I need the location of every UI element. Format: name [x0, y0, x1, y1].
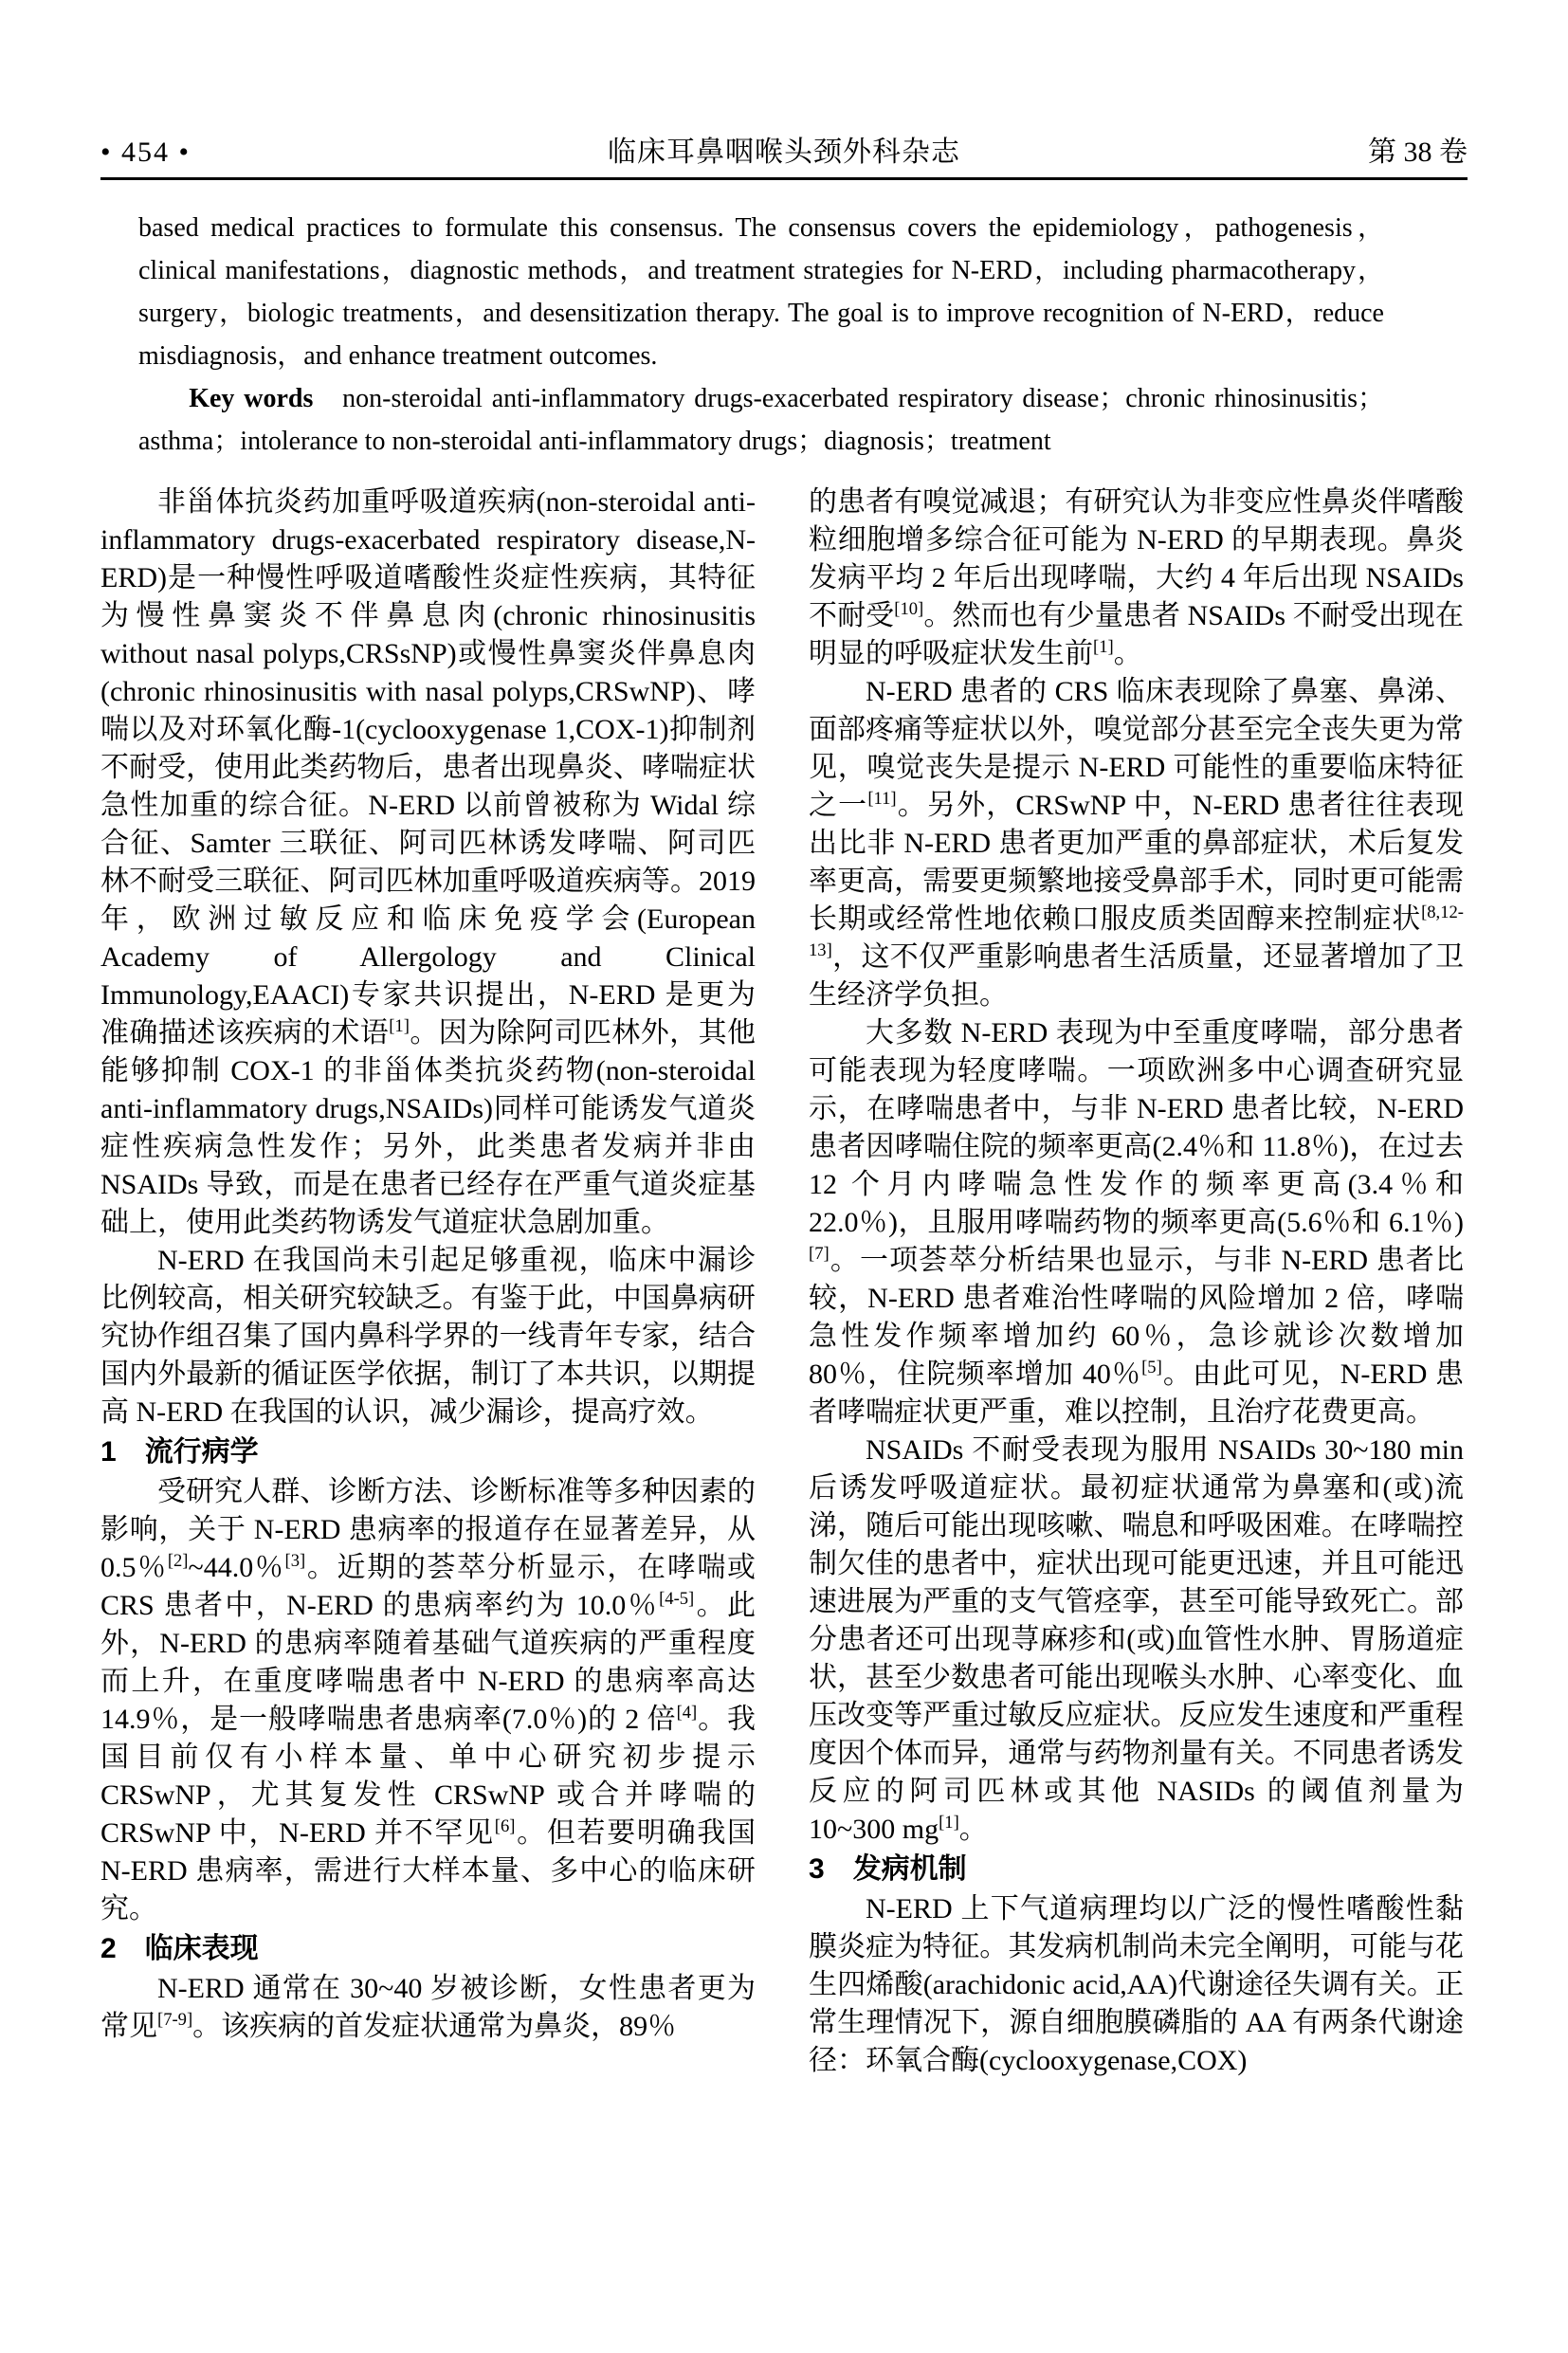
heading-number: 2 — [100, 1933, 117, 1964]
reference-superscript: [10] — [894, 599, 924, 619]
volume-label: 第 38 卷 — [1368, 137, 1468, 168]
abstract-continuation: based medical practices to formulate this consensus. The consensus covers the epidemiology，pathogenesis，clinical manifestations，diagnostic methods，and treatment strategies for N-ERD，including pharmacotherapy，surgery，biologic treatments，and desensitization therapy. The goal is to improve recognition of N-ERD，reduce misdiagnosis，and enhance treatment outcomes. — [138, 213, 1384, 371]
paragraph: N-ERD 在我国尚未引起足够重视，临床中漏诊比例较高，相关研究较缺乏。有鉴于此，中国鼻病研究协作组召集了国内鼻科学界的一线青年专家，结合国内外最新的循证医学依据，制订了本共识，以期提高 N-ERD 在我国的认识，减少漏诊，提高疗效。 — [100, 1245, 756, 1428]
paragraph: N-ERD 患者的 CRS 临床表现除了鼻塞、鼻涕、面部疼痛等症状以外，嗅觉部分甚至完全丧失更为常见，嗅觉丧失是提示 N-ERD 可能性的重要临床特征之一[11]。另外，CRSwNP 中，N-ERD 患者往往表现出比非 N-ERD 患者更加严重的鼻部症状，术后复发率更高，需要更频繁地接受鼻部手术，同时更可能需长期或经常性地依赖口服皮质类固醇来控制症状[8,12-13]，这不仅严重影响患者生活质量，还显著增加了卫生经济学负担。 — [809, 676, 1465, 1011]
reference-superscript: [3] — [284, 1551, 306, 1571]
paragraph: 的患者有嗅觉减退；有研究认为非变应性鼻炎伴嗜酸粒细胞增多综合征可能为 N-ERD 的早期表现。鼻炎发病平均 2 年后出现哮喘，大约 4 年后出现 NSAIDs 不耐受[10]。然而也有少量患者 NSAIDs 不耐受出现在明显的呼吸症状发生前[1]。 — [809, 486, 1464, 669]
paragraph: 大多数 N-ERD 表现为中至重度哮喘，部分患者可能表现为轻度哮喘。一项欧洲多中心调查研究显示，在哮喘患者中，与非 N-ERD 患者比较，N-ERD 患者因哮喘住院的频率更高(2.4％和 11.8％)，在过去 12 个月内哮喘急性发作的频率更高(3.4％和 22.0％)，且服用哮喘药物的频率更高(5.6％和 6.1％)[7]。一项荟萃分析结果也显示，与非 N-ERD 患者比较，N-ERD 患者难治性哮喘的风险增加 2 倍，哮喘急性发作频率增加约 60％，急诊就诊次数增加 80％，住院频率增加 40％[5]。由此可见，N-ERD 患者哮喘症状更严重，难以控制，且治疗花费更高。 — [809, 1017, 1464, 1428]
body-columns — [100, 483, 1464, 2080]
reference-superscript: [2] — [167, 1551, 189, 1571]
paragraph: 非甾体抗炎药加重呼吸道疾病(non-steroidal anti-inflammatory drugs-exacerbated respiratory disease,N-ERD)是一种慢性呼吸道嗜酸性炎症性疾病，其特征为慢性鼻窦炎不伴鼻息肉(chronic rhinosinusitis without nasal polyps,CRSsNP)或慢性鼻窦炎伴鼻息肉(chronic rhinosinusitis with nasal polyps,CRSwNP)、哮喘以及对环氧化酶-1(cyclooxygenase 1,COX-1)抑制剂不耐受，使用此类药物后，患者出现鼻炎、哮喘症状急性加重的综合征。N-ERD 以前曾被称为 Widal 综合征、Samter 三联征、阿司匹林诱发哮喘、阿司匹林不耐受三联征、阿司匹林加重呼吸道疾病等。2019 年，欧洲过敏反应和临床免疫学会(European Academy of Allergology and Clinical Immunology,EAACI)专家共识提出，N-ERD 是更为准确描述该疾病的术语[1]。因为除阿司匹林外，其他能够抑制 COX-1 的非甾体类抗炎药物(non-steroidal anti-inflammatory drugs,NSAIDs)同样可能诱发气道炎症性疾病急性发作；另外，此类患者发病并非由 NSAIDs 导致，而是在患者已经存在严重气道炎症基础上，使用此类药物诱发气道症状急剧加重。 — [100, 486, 757, 1238]
section-heading — [100, 1432, 756, 1472]
reference-superscript: [5] — [1141, 1358, 1162, 1377]
header-rule — [100, 177, 1468, 180]
reference-superscript: [1] — [939, 1813, 959, 1833]
reference-superscript: [4-5] — [659, 1589, 695, 1609]
section-heading — [100, 1929, 756, 1969]
left-column — [100, 483, 756, 2080]
reference-superscript: [7] — [809, 1244, 830, 1264]
paragraph: 受研究人群、诊断方法、诊断标准等多种因素的影响，关于 N-ERD 患病率的报道存在显著差异，从 0.5％[2]~44.0％[3]。近期的荟萃分析显示，在哮喘或 CRS 患者中，N-ERD 的患病率约为 10.0％[4-5]。此外，N-ERD 的患病率随着基础气道疾病的严重程度而上升，在重度哮喘患者中 N-ERD 的患病率高达 14.9％，是一般哮喘患者患病率(7.0％)的 2 倍[4]。我国目前仅有小样本量、单中心研究初步提示 CRSwNP，尤其复发性 CRSwNP 或合并哮喘的 CRSwNP 中，N-ERD 并不罕见[6]。但若要明确我国 N-ERD 患病率，需进行大样本量、多中心的临床研究。 — [100, 1476, 757, 1924]
reference-superscript: [6] — [494, 1816, 516, 1836]
journal-title: 临床耳鼻咽喉头颈外科杂志 — [608, 137, 960, 168]
heading-number: 1 — [100, 1436, 117, 1468]
heading-title: 发病机制 — [852, 1853, 967, 1885]
heading-number: 3 — [809, 1853, 825, 1885]
page-number: • 454 • — [100, 137, 191, 168]
reference-superscript: [1] — [389, 1016, 410, 1036]
reference-superscript: [7-9] — [157, 2010, 193, 2030]
page-header — [100, 136, 1468, 170]
heading-title: 流行病学 — [144, 1436, 259, 1468]
section-heading — [809, 1850, 1464, 1889]
paragraph: N-ERD 上下气道病理均以广泛的慢性嗜酸性黏膜炎症为特征。其发病机制尚未完全阐明，可能与花生四烯酸(arachidonic acid,AA)代谢途径失调有关。正常生理情况下，源自细胞膜磷脂的 AA 有两条代谢途径：环氧合酶(cyclooxygenase,COX) — [809, 1893, 1464, 2076]
reference-superscript: [4] — [676, 1703, 698, 1723]
keywords-paragraph — [138, 377, 1384, 463]
paragraph: N-ERD 通常在 30~40 岁被诊断，女性患者更为常见[7-9]。该疾病的首发症状通常为鼻炎，89％ — [100, 1973, 756, 2042]
reference-superscript: [11] — [867, 789, 897, 809]
abstract-section — [138, 207, 1384, 463]
keywords-text: non-steroidal anti-inflammatory drugs-exacerbated respiratory disease；chronic rhinosinusitis；asthma；intolerance to non-steroidal anti-inflammatory drugs；diagnosis；treatment — [138, 384, 1384, 456]
keywords-label: Key words — [189, 384, 314, 413]
right-column — [809, 483, 1464, 2080]
paragraph: NSAIDs 不耐受表现为服用 NSAIDs 30~180 min 后诱发呼吸道症状。最初症状通常为鼻塞和(或)流涕，随后可能出现咳嗽、喘息和呼吸困难。在哮喘控制欠佳的患者中，症状出现可能更迅速，并且可能迅速进展为严重的支气管痉挛，甚至可能导致死亡。部分患者还可出现荨麻疹和(或)血管性水肿、胃肠道症状，甚至少数患者可能出现喉头水肿、心率变化、血压改变等严重过敏反应症状。反应发生速度和严重程度因个体而异，通常与药物剂量有关。不同患者诱发反应的阿司匹林或其他 NASIDs 的阈值剂量为 10~300 mg[1]。 — [809, 1434, 1464, 1845]
reference-superscript: [1] — [1093, 637, 1114, 657]
reference-superscript: [8,12-13] — [809, 903, 1464, 960]
journal-page — [0, 136, 1568, 2353]
heading-title: 临床表现 — [144, 1933, 259, 1964]
